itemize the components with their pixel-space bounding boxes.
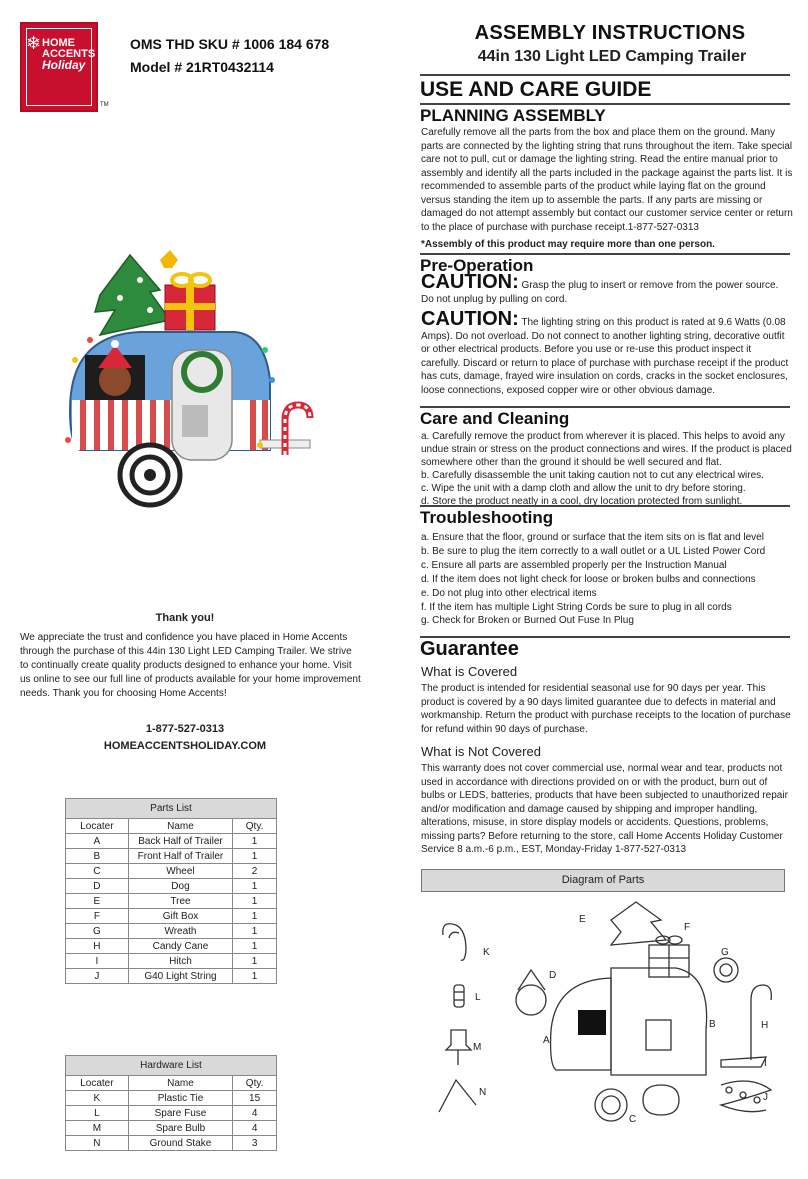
model-line: Model # 21RT0432114 [130, 59, 274, 75]
diagram-label-a: A [543, 1035, 550, 1046]
table-row [66, 894, 277, 909]
caution-2-label: CAUTION: [421, 308, 519, 330]
caution-1 [421, 271, 793, 306]
parts-header-locater: Locater [66, 819, 129, 834]
cell: K [66, 1091, 129, 1106]
cell: Candy Cane [128, 939, 232, 954]
diagram-label-m: M [473, 1042, 482, 1053]
use-care-title: USE AND CARE GUIDE [420, 74, 790, 102]
cell: G [66, 924, 129, 939]
care-item: d. Store the product neatly in a cool, dry location protected from sunlight. [421, 496, 743, 507]
cell: Wheel [128, 864, 232, 879]
cell: N [66, 1136, 129, 1151]
thanks-title: Thank you! [155, 612, 215, 624]
brand-wordmark [42, 38, 95, 71]
trademark-mark: TM [100, 102, 109, 108]
trouble-item: d. If the item does not light check for loose or broken bulbs and connections [421, 573, 756, 585]
cell: Ground Stake [128, 1136, 232, 1151]
diagram-label-b: B [709, 1019, 716, 1030]
diagram-label-i: I [764, 1058, 767, 1069]
diagram-label-e: E [579, 914, 586, 925]
table-row [66, 1091, 277, 1106]
diagram-label-c: C [629, 1114, 637, 1125]
brand-line2: ACCENTS [42, 48, 96, 60]
thanks-body: We appreciate the trust and confidence you have placed in Home Accents through the purchase of this 44in 130 Light LED Camping Trailer. We strive to continually create quality products designed to enhance your home. Visit us online to see our full line of products available for your home improvement needs. Thank you for choosing Home Accents! [20, 632, 361, 699]
cell: 2 [233, 864, 277, 879]
cell: 4 [233, 1106, 277, 1121]
cell: 1 [233, 894, 277, 909]
cell: Plastic Tie [128, 1091, 232, 1106]
hardware-header-qty: Qty. [233, 1076, 277, 1091]
diagram-label-j: J [763, 1092, 768, 1103]
hardware-list-table [65, 1055, 277, 1151]
cell: Tree [128, 894, 232, 909]
cell: C [66, 864, 129, 879]
planning-title: PLANNING ASSEMBLY [420, 103, 790, 126]
table-row [66, 969, 277, 984]
table-row [66, 924, 277, 939]
cell: A [66, 834, 129, 849]
diagram-label-k: K [483, 947, 490, 958]
troubleshooting-title: Troubleshooting [420, 505, 790, 528]
cell: 1 [233, 834, 277, 849]
troubleshooting-list [421, 531, 793, 628]
cell: 1 [233, 924, 277, 939]
page-title: ASSEMBLY INSTRUCTIONS [474, 22, 746, 44]
trouble-item: a. Ensure that the floor, ground or surface that the item sits on is flat and level [421, 532, 764, 543]
parts-header-qty: Qty. [233, 819, 277, 834]
parts-list-title: Parts List [66, 799, 277, 819]
brand-logo [20, 22, 98, 112]
diagram-label-g: G [721, 947, 729, 958]
table-row [66, 849, 277, 864]
table-row [66, 939, 277, 954]
caution-2-text: The lighting string on this product is rated at 9.6 Watts (0.08 Amps). Do not overload. Do not connect to another lighting string, decorative outfit or other electrical products. Before you use or re-use this product inspect it carefully. Discard or return to place of purchase with purchase receipt if the product has cuts, damage, frayed wire insulation on cords, cracks in the socket enclosures, loose connections, exposed copper wire or other obvious damage. [421, 317, 789, 396]
parts-header-name: Name [128, 819, 232, 834]
page-subtitle: 44in 130 Light LED Camping Trailer [477, 48, 747, 65]
table-row [66, 1121, 277, 1136]
cell: Gift Box [128, 909, 232, 924]
table-row [66, 864, 277, 879]
cell: H [66, 939, 129, 954]
cell: Spare Bulb [128, 1121, 232, 1136]
cell: 4 [233, 1121, 277, 1136]
diagram-label-f: F [684, 922, 691, 933]
cell: G40 Light String [128, 969, 232, 984]
care-item: b. Carefully disassemble the unit taking caution not to cut any electrical wires. [421, 470, 764, 481]
table-row [66, 1106, 277, 1121]
covered-text: The product is intended for residential seasonal use for 90 days per year. This product is covered by a 90 days limited guarantee due to defects in material and workmanship. Return the product with purchase receipts to the location of purchase for refund within 90 days of purchase. [421, 683, 791, 735]
diagram-label-d: D [549, 970, 557, 981]
product-illustration [60, 240, 320, 510]
care-item: a. Carefully remove the product from wherever it is placed. This helps to avoid any undue strain or stress on the product connections and wires. If the product is placed somewhere other than the ground it should be well secured and flat. [421, 431, 792, 468]
cell: Wreath [128, 924, 232, 939]
thanks-phone: 1-877-527-0313 [145, 723, 225, 735]
cell: E [66, 894, 129, 909]
cell: B [66, 849, 129, 864]
cell: 1 [233, 969, 277, 984]
cell: Back Half of Trailer [128, 834, 232, 849]
cell: J [66, 969, 129, 984]
cell: I [66, 954, 129, 969]
parts-list-table [65, 798, 277, 984]
cell: L [66, 1106, 129, 1121]
table-row [66, 834, 277, 849]
cell: Hitch [128, 954, 232, 969]
planning-text: Carefully remove all the parts from the box and place them on the ground. Many parts are connected by the lighting string that runs throughout the item. Take special care not to pull, cut or damage the lighting string. Read the entire manual prior to assembly and identify all the parts included in the package against the parts list. It is recommended to assemble parts of the product while laying flat on the ground versus standing the item up to assemble the parts. If any parts are missing or damaged do not attempt assembly but contact our customer service center or return to the place of purchase with purchase receipt.1-877-527-0313 [421, 127, 793, 233]
covered-title: What is Covered [421, 664, 518, 679]
cell: Front Half of Trailer [128, 849, 232, 864]
hardware-header-name: Name [128, 1076, 232, 1091]
cell: F [66, 909, 129, 924]
preop-title: Pre-Operation [420, 253, 790, 276]
care-title: Care and Cleaning [420, 406, 790, 429]
diagram-title: Diagram of Parts [421, 869, 785, 892]
cell: 3 [233, 1136, 277, 1151]
diagram-label-h: H [761, 1020, 769, 1031]
hardware-header-locater: Locater [66, 1076, 129, 1091]
hardware-list-title: Hardware List [66, 1056, 277, 1076]
cell: M [66, 1121, 129, 1136]
cell: 1 [233, 879, 277, 894]
assembly-note: *Assembly of this product may require more than one person. [421, 239, 715, 250]
caution-1-text: Grasp the plug to insert or remove from the power source. Do not unplug by pulling on cord. [421, 280, 779, 305]
brand-line3: Holiday [42, 58, 86, 72]
trouble-item: e. Do not plug into other electrical items [421, 587, 597, 599]
not-covered-text: This warranty does not cover commercial use, normal wear and tear, products not used in accordance with directions provided on or with the product, burn out of bulbs or LEDS, batteries, products that have been subjected to unauthorized repair and/or modification and damage caused by shipping and improper handling, alterations, misuse, in store display models or accidents. Questions, problems, missing parts? Before returning to the store, call Home Accents Holiday Customer Service 8 a.m.-6 p.m., EST, Monday-Friday 1-877-527-0313 [421, 763, 788, 855]
care-item: c. Wipe the unit with a damp cloth and allow the unit to dry before storing. [421, 483, 746, 494]
guarantee-title: Guarantee [420, 636, 790, 661]
cell: 1 [233, 849, 277, 864]
cell: 1 [233, 909, 277, 924]
diagram-label-n: N [479, 1087, 487, 1098]
caution-2 [421, 308, 793, 397]
parts-diagram [421, 900, 791, 1135]
not-covered-title: What is Not Covered [421, 744, 541, 759]
snowflake-icon: ❄ [26, 33, 42, 53]
diagram-label-l: L [475, 992, 481, 1003]
cell: D [66, 879, 129, 894]
trouble-item: c. Ensure all parts are assembled properly per the Instruction Manual [421, 559, 727, 571]
cell: 1 [233, 939, 277, 954]
trouble-item: f. If the item has multiple Light String Cords be sure to plug in all cords [421, 601, 732, 613]
cell: 1 [233, 954, 277, 969]
table-row [66, 909, 277, 924]
cell: 15 [233, 1091, 277, 1106]
table-row [66, 954, 277, 969]
care-list [421, 430, 793, 508]
cell: Dog [128, 879, 232, 894]
caution-1-label: CAUTION: [421, 271, 519, 293]
trouble-item: g. Check for Broken or Burned Out Fuse In Plug [421, 615, 634, 627]
sku-line: OMS THD SKU # 1006 184 678 [130, 36, 330, 52]
table-row [66, 879, 277, 894]
thanks-website: HOMEACCENTSHOLIDAY.COM [103, 740, 267, 752]
brand-line1: HOME [42, 37, 75, 49]
trouble-item: b. Be sure to plug the item correctly to a wall outlet or a UL Listed Power Cord [421, 545, 766, 557]
table-row [66, 1136, 277, 1151]
cell: Spare Fuse [128, 1106, 232, 1121]
